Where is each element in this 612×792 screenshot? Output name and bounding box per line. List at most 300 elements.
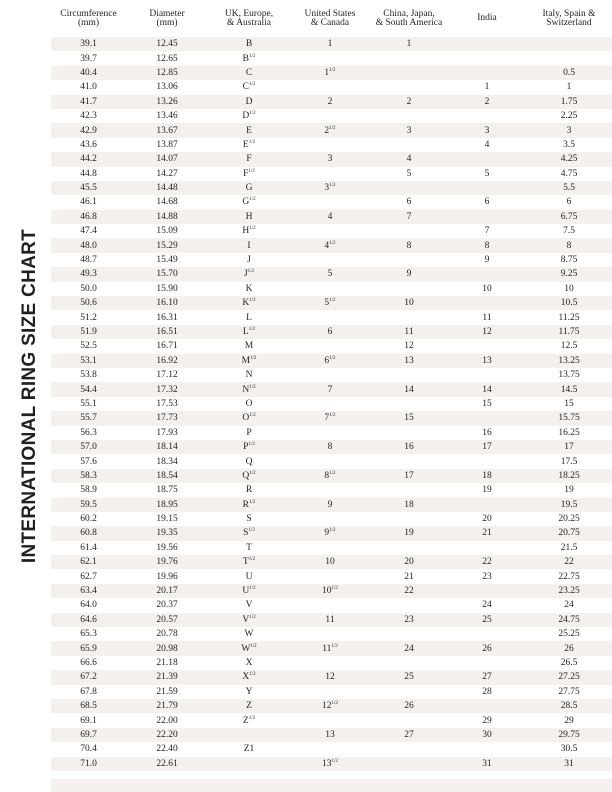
circumference-cell: 65.3 xyxy=(51,627,126,641)
us-size-cell: 7 xyxy=(290,382,370,396)
india-size-cell: 25 xyxy=(448,613,526,627)
us-size-cell xyxy=(290,51,370,65)
india-size-cell: 12 xyxy=(448,325,526,339)
diameter-cell: 17.32 xyxy=(126,382,208,396)
diameter-cell: 20.78 xyxy=(126,627,208,641)
table-row xyxy=(51,210,612,224)
table-row xyxy=(51,641,612,655)
china-size-cell: 14 xyxy=(370,382,448,396)
uk-size-cell: J xyxy=(208,253,290,267)
circumference-cell: 54.4 xyxy=(51,382,126,396)
diameter-cell: 20.98 xyxy=(126,641,208,655)
circumference-cell: 63.4 xyxy=(51,584,126,598)
italy-size-cell: 30.5 xyxy=(526,742,612,756)
us-size-cell: $1^{1/2}$ xyxy=(290,66,370,80)
india-size-cell: 11 xyxy=(448,310,526,324)
half-size-mark: 1/2 xyxy=(329,67,336,73)
uk-size-cell: C xyxy=(208,66,290,80)
circumference-cell: 62.7 xyxy=(51,569,126,583)
us-size-cell: $13^{1/2}$ xyxy=(290,757,370,771)
italy-size-cell: 21.5 xyxy=(526,541,612,555)
diameter-cell: 15.29 xyxy=(126,238,208,252)
us-size-cell: $2^{1/2}$ xyxy=(290,123,370,137)
india-size-cell: 28 xyxy=(448,685,526,699)
uk-size-cell: $S^{1/2}$ xyxy=(208,526,290,540)
uk-size-cell: $H^{1/2}$ xyxy=(208,224,290,238)
half-size-mark: 1/2 xyxy=(329,355,336,361)
uk-size-cell: K xyxy=(208,282,290,296)
uk-size-cell: $T^{1/2}$ xyxy=(208,555,290,569)
table-row xyxy=(51,310,612,324)
circumference-cell: 42.9 xyxy=(51,123,126,137)
diameter-cell: 22.40 xyxy=(126,742,208,756)
table-row xyxy=(51,569,612,583)
diameter-cell: 21.79 xyxy=(126,699,208,713)
italy-size-cell: 11.75 xyxy=(526,325,612,339)
uk-size-cell: $D^{1/2}$ xyxy=(208,109,290,123)
uk-size-cell: Q xyxy=(208,454,290,468)
header-row xyxy=(51,0,612,37)
header-diameter: Diameter (mm) xyxy=(126,0,208,37)
china-size-cell xyxy=(370,138,448,152)
china-size-cell xyxy=(370,426,448,440)
italy-size-cell: 14.5 xyxy=(526,382,612,396)
italy-size-cell: 31 xyxy=(526,757,612,771)
table-row xyxy=(51,699,612,713)
diameter-cell: 14.27 xyxy=(126,167,208,181)
india-size-cell xyxy=(448,411,526,425)
diameter-cell: 17.12 xyxy=(126,368,208,382)
india-size-cell xyxy=(448,541,526,555)
uk-size-cell: S xyxy=(208,512,290,526)
italy-size-cell: 25.25 xyxy=(526,627,612,641)
half-size-mark: 1/2 xyxy=(248,499,256,505)
circumference-cell: 39.7 xyxy=(51,51,126,65)
circumference-cell: 69.1 xyxy=(51,713,126,727)
circumference-cell: 45.5 xyxy=(51,181,126,195)
china-size-cell: 7 xyxy=(370,210,448,224)
italy-size-cell: 3 xyxy=(526,123,612,137)
china-size-cell xyxy=(370,656,448,670)
diameter-cell: 15.49 xyxy=(126,253,208,267)
diameter-cell: 18.95 xyxy=(126,498,208,512)
circumference-cell: 47.4 xyxy=(51,224,126,238)
us-size-cell: 1 xyxy=(290,37,370,51)
table-row xyxy=(51,713,612,727)
half-size-mark: 1/2 xyxy=(248,528,255,534)
circumference-cell: 70.4 xyxy=(51,742,126,756)
us-size-cell xyxy=(290,195,370,209)
table-row xyxy=(51,138,612,152)
uk-size-cell: $F^{1/2}$ xyxy=(208,167,290,181)
circumference-cell: 48.0 xyxy=(51,238,126,252)
us-size-cell: 6 xyxy=(290,325,370,339)
italy-size-cell: 12.5 xyxy=(526,339,612,353)
us-size-cell: 9 xyxy=(290,498,370,512)
italy-size-cell: 18.25 xyxy=(526,469,612,483)
india-size-cell: 17 xyxy=(448,440,526,454)
us-size-cell: 11 xyxy=(290,613,370,627)
us-size-cell: 8 xyxy=(290,440,370,454)
circumference-cell: 51.2 xyxy=(51,310,126,324)
china-size-cell: 6 xyxy=(370,195,448,209)
china-size-cell xyxy=(370,713,448,727)
india-size-cell: 5 xyxy=(448,167,526,181)
table-row xyxy=(51,167,612,181)
table-row xyxy=(51,224,612,238)
circumference-cell: 64.6 xyxy=(51,613,126,627)
italy-size-cell: 10.5 xyxy=(526,296,612,310)
table-row xyxy=(51,152,612,166)
table-row xyxy=(51,51,612,65)
circumference-cell: 39.1 xyxy=(51,37,126,51)
italy-size-cell xyxy=(526,37,612,51)
diameter-cell: 13.67 xyxy=(126,123,208,137)
india-size-cell: 16 xyxy=(448,426,526,440)
uk-size-cell: V xyxy=(208,598,290,612)
china-size-cell xyxy=(370,51,448,65)
us-size-cell xyxy=(290,656,370,670)
half-size-mark: 1/2 xyxy=(248,715,256,721)
india-size-cell: 26 xyxy=(448,641,526,655)
header-circumference: Circumference (mm) xyxy=(51,0,126,37)
uk-size-cell: D xyxy=(208,95,290,109)
us-size-cell xyxy=(290,310,370,324)
table-row xyxy=(51,656,612,670)
diameter-cell: 12.85 xyxy=(126,66,208,80)
diameter-cell: 16.31 xyxy=(126,310,208,324)
india-size-cell xyxy=(448,152,526,166)
circumference-cell: 51.9 xyxy=(51,325,126,339)
china-size-cell xyxy=(370,512,448,526)
us-size-cell xyxy=(290,569,370,583)
circumference-cell: 67.8 xyxy=(51,685,126,699)
china-size-cell xyxy=(370,282,448,296)
diameter-cell: 20.57 xyxy=(126,613,208,627)
india-size-cell: 27 xyxy=(448,670,526,684)
italy-size-cell: 8 xyxy=(526,238,612,252)
italy-size-cell: 22.75 xyxy=(526,569,612,583)
circumference-cell: 46.1 xyxy=(51,195,126,209)
diameter-cell: 16.71 xyxy=(126,339,208,353)
india-size-cell: 18 xyxy=(448,469,526,483)
china-size-cell: 20 xyxy=(370,555,448,569)
diameter-cell: 15.70 xyxy=(126,267,208,281)
india-size-cell xyxy=(448,51,526,65)
china-size-cell: 5 xyxy=(370,167,448,181)
diameter-cell: 16.10 xyxy=(126,296,208,310)
half-size-mark: 1/2 xyxy=(329,298,336,304)
uk-size-cell: $Z^{1/2}$ xyxy=(208,713,290,727)
uk-size-cell: $B^{1/2}$ xyxy=(208,51,290,65)
half-size-mark: 1/2 xyxy=(249,197,256,203)
india-size-cell xyxy=(448,656,526,670)
circumference-cell: 48.7 xyxy=(51,253,126,267)
circumference-cell: 68.5 xyxy=(51,699,126,713)
china-size-cell: 13 xyxy=(370,354,448,368)
table-row xyxy=(51,526,612,540)
circumference-cell: 64.0 xyxy=(51,598,126,612)
uk-size-cell: E xyxy=(208,123,290,137)
china-size-cell: 8 xyxy=(370,238,448,252)
india-size-cell: 13 xyxy=(448,354,526,368)
circumference-cell: 49.3 xyxy=(51,267,126,281)
italy-size-cell: 10 xyxy=(526,282,612,296)
uk-size-cell: H xyxy=(208,210,290,224)
circumference-cell: 46.8 xyxy=(51,210,126,224)
china-size-cell: 9 xyxy=(370,267,448,281)
italy-size-cell: 15.75 xyxy=(526,411,612,425)
uk-size-cell: $Q^{1/2}$ xyxy=(208,469,290,483)
circumference-cell: 71.0 xyxy=(51,757,126,771)
diameter-cell: 12.45 xyxy=(126,37,208,51)
italy-size-cell: 1.75 xyxy=(526,95,612,109)
italy-size-cell: 13.25 xyxy=(526,354,612,368)
diameter-cell: 18.54 xyxy=(126,469,208,483)
italy-size-cell xyxy=(526,51,612,65)
uk-size-cell: $R^{1/2}$ xyxy=(208,498,290,512)
chart-title: INTERNATIONAL RING SIZE CHART xyxy=(19,228,41,564)
italy-size-cell: 6 xyxy=(526,195,612,209)
half-size-mark: 1/2 xyxy=(250,643,257,649)
china-size-cell: 27 xyxy=(370,728,448,742)
uk-size-cell: P xyxy=(208,426,290,440)
uk-size-cell: O xyxy=(208,397,290,411)
header-united-states-canada: United States & Canada xyxy=(290,0,370,37)
half-size-mark: 1/2 xyxy=(249,470,256,476)
china-size-cell xyxy=(370,80,448,94)
table-row xyxy=(51,382,612,396)
half-size-mark: 1/2 xyxy=(249,111,256,117)
table-row xyxy=(51,483,612,497)
italy-size-cell: 16.25 xyxy=(526,426,612,440)
china-size-cell: 21 xyxy=(370,569,448,583)
table-row xyxy=(51,411,612,425)
circumference-cell: 40.4 xyxy=(51,66,126,80)
italy-size-cell: 3.5 xyxy=(526,138,612,152)
india-size-cell: 15 xyxy=(448,397,526,411)
table-row xyxy=(51,670,612,684)
china-size-cell: 19 xyxy=(370,526,448,540)
half-size-mark: 1/2 xyxy=(329,240,336,246)
diameter-cell: 22.00 xyxy=(126,713,208,727)
circumference-cell: 44.2 xyxy=(51,152,126,166)
uk-size-cell: $J^{1/2}$ xyxy=(208,267,290,281)
china-size-cell xyxy=(370,66,448,80)
india-size-cell: 2 xyxy=(448,95,526,109)
half-size-mark: 1/2 xyxy=(329,183,336,189)
us-size-cell xyxy=(290,282,370,296)
circumference-cell: 52.5 xyxy=(51,339,126,353)
us-size-cell xyxy=(290,742,370,756)
table-row xyxy=(51,339,612,353)
china-size-cell: 24 xyxy=(370,641,448,655)
china-size-cell: 3 xyxy=(370,123,448,137)
table-row xyxy=(51,598,612,612)
half-size-mark: 1/2 xyxy=(248,82,256,88)
diameter-cell: 14.07 xyxy=(126,152,208,166)
diameter-cell: 20.17 xyxy=(126,584,208,598)
diameter-cell: 12.65 xyxy=(126,51,208,65)
table-row xyxy=(51,66,612,80)
india-size-cell: 14 xyxy=(448,382,526,396)
china-size-cell: 25 xyxy=(370,670,448,684)
uk-size-cell xyxy=(208,757,290,771)
us-size-cell xyxy=(290,426,370,440)
half-size-mark: 1/2 xyxy=(331,643,338,649)
india-size-cell xyxy=(448,181,526,195)
china-size-cell: 2 xyxy=(370,95,448,109)
diameter-cell: 13.87 xyxy=(126,138,208,152)
diameter-cell: 22.61 xyxy=(126,757,208,771)
circumference-cell: 58.3 xyxy=(51,469,126,483)
china-size-cell xyxy=(370,541,448,555)
circumference-cell: 55.1 xyxy=(51,397,126,411)
china-size-cell xyxy=(370,224,448,238)
circumference-cell: 67.2 xyxy=(51,670,126,684)
table-body xyxy=(51,37,612,771)
us-size-cell xyxy=(290,339,370,353)
circumference-cell: 44.8 xyxy=(51,167,126,181)
china-size-cell: 23 xyxy=(370,613,448,627)
india-size-cell: 21 xyxy=(448,526,526,540)
circumference-cell: 55.7 xyxy=(51,411,126,425)
india-size-cell xyxy=(448,37,526,51)
table-row xyxy=(51,195,612,209)
circumference-cell: 42.3 xyxy=(51,109,126,123)
half-size-mark: 1/2 xyxy=(329,470,336,476)
italy-size-cell: 17.5 xyxy=(526,454,612,468)
us-size-cell: $10^{1/2}$ xyxy=(290,584,370,598)
india-size-cell xyxy=(448,66,526,80)
uk-size-cell: R xyxy=(208,483,290,497)
china-size-cell: 18 xyxy=(370,498,448,512)
italy-size-cell: 20.25 xyxy=(526,512,612,526)
us-size-cell xyxy=(290,685,370,699)
uk-size-cell: N xyxy=(208,368,290,382)
italy-size-cell: 24 xyxy=(526,598,612,612)
half-size-mark: 1/2 xyxy=(249,226,256,232)
us-size-cell xyxy=(290,512,370,526)
italy-size-cell: 20.75 xyxy=(526,526,612,540)
us-size-cell xyxy=(290,627,370,641)
diameter-cell: 19.15 xyxy=(126,512,208,526)
table-row xyxy=(51,123,612,137)
circumference-cell: 57.6 xyxy=(51,454,126,468)
italy-size-cell: 26.5 xyxy=(526,656,612,670)
diameter-cell: 17.73 xyxy=(126,411,208,425)
table-row xyxy=(51,109,612,123)
half-size-mark: 1/2 xyxy=(248,139,256,145)
circumference-cell: 60.8 xyxy=(51,526,126,540)
us-size-cell: $4^{1/2}$ xyxy=(290,238,370,252)
table-row xyxy=(51,627,612,641)
india-size-cell: 10 xyxy=(448,282,526,296)
us-size-cell xyxy=(290,368,370,382)
diameter-cell: 14.88 xyxy=(126,210,208,224)
india-size-cell xyxy=(448,627,526,641)
uk-size-cell: F xyxy=(208,152,290,166)
china-size-cell xyxy=(370,310,448,324)
us-size-cell xyxy=(290,80,370,94)
us-size-cell: $9^{1/2}$ xyxy=(290,526,370,540)
diameter-cell: 14.68 xyxy=(126,195,208,209)
circumference-cell: 53.8 xyxy=(51,368,126,382)
half-size-mark: 1/2 xyxy=(249,298,256,304)
us-size-cell: $7^{1/2}$ xyxy=(290,411,370,425)
table-row xyxy=(51,80,612,94)
table-row xyxy=(51,613,612,627)
italy-size-cell: 8.75 xyxy=(526,253,612,267)
us-size-cell: $5^{1/2}$ xyxy=(290,296,370,310)
us-size-cell xyxy=(290,167,370,181)
table-row xyxy=(51,728,612,742)
us-size-cell xyxy=(290,454,370,468)
uk-size-cell: B xyxy=(208,37,290,51)
india-size-cell: 22 xyxy=(448,555,526,569)
india-size-cell: 30 xyxy=(448,728,526,742)
ring-size-table-sheet xyxy=(51,0,612,792)
circumference-cell: 53.1 xyxy=(51,354,126,368)
uk-size-cell: U xyxy=(208,569,290,583)
uk-size-cell: $G^{1/2}$ xyxy=(208,195,290,209)
uk-size-cell: Z1 xyxy=(208,742,290,756)
half-size-mark: 1/2 xyxy=(249,586,256,592)
india-size-cell: 23 xyxy=(448,569,526,583)
italy-size-cell: 11.25 xyxy=(526,310,612,324)
diameter-cell: 19.96 xyxy=(126,569,208,583)
uk-size-cell: W xyxy=(208,627,290,641)
header-uk-europe-australia: UK, Europe, & Australia xyxy=(208,0,290,37)
circumference-cell: 56.3 xyxy=(51,426,126,440)
us-size-cell xyxy=(290,598,370,612)
india-size-cell xyxy=(448,498,526,512)
diameter-cell: 19.35 xyxy=(126,526,208,540)
half-size-mark: 1/2 xyxy=(331,701,338,707)
diameter-cell: 18.14 xyxy=(126,440,208,454)
india-size-cell: 31 xyxy=(448,757,526,771)
table-row xyxy=(51,742,612,756)
us-size-cell: 4 xyxy=(290,210,370,224)
diameter-cell: 15.09 xyxy=(126,224,208,238)
half-size-mark: 1/2 xyxy=(331,758,338,764)
table-row xyxy=(51,282,612,296)
india-size-cell xyxy=(448,584,526,598)
china-size-cell: 17 xyxy=(370,469,448,483)
table-row xyxy=(51,426,612,440)
circumference-cell: 65.9 xyxy=(51,641,126,655)
italy-size-cell: 24.75 xyxy=(526,613,612,627)
india-size-cell: 6 xyxy=(448,195,526,209)
header-china-japan-south-america: China, Japan, & South America xyxy=(370,0,448,37)
table-row xyxy=(51,296,612,310)
uk-size-cell: G xyxy=(208,181,290,195)
italy-size-cell: 29.75 xyxy=(526,728,612,742)
uk-size-cell: $X^{1/2}$ xyxy=(208,670,290,684)
us-size-cell: 10 xyxy=(290,555,370,569)
circumference-cell: 69.7 xyxy=(51,728,126,742)
diameter-cell: 14.48 xyxy=(126,181,208,195)
china-size-cell: 11 xyxy=(370,325,448,339)
us-size-cell xyxy=(290,109,370,123)
half-size-mark: 1/2 xyxy=(329,528,336,534)
uk-size-cell: T xyxy=(208,541,290,555)
india-size-cell: 3 xyxy=(448,123,526,137)
circumference-cell: 57.0 xyxy=(51,440,126,454)
italy-size-cell: 2.25 xyxy=(526,109,612,123)
uk-size-cell: $L^{1/2}$ xyxy=(208,325,290,339)
diameter-cell: 13.06 xyxy=(126,80,208,94)
